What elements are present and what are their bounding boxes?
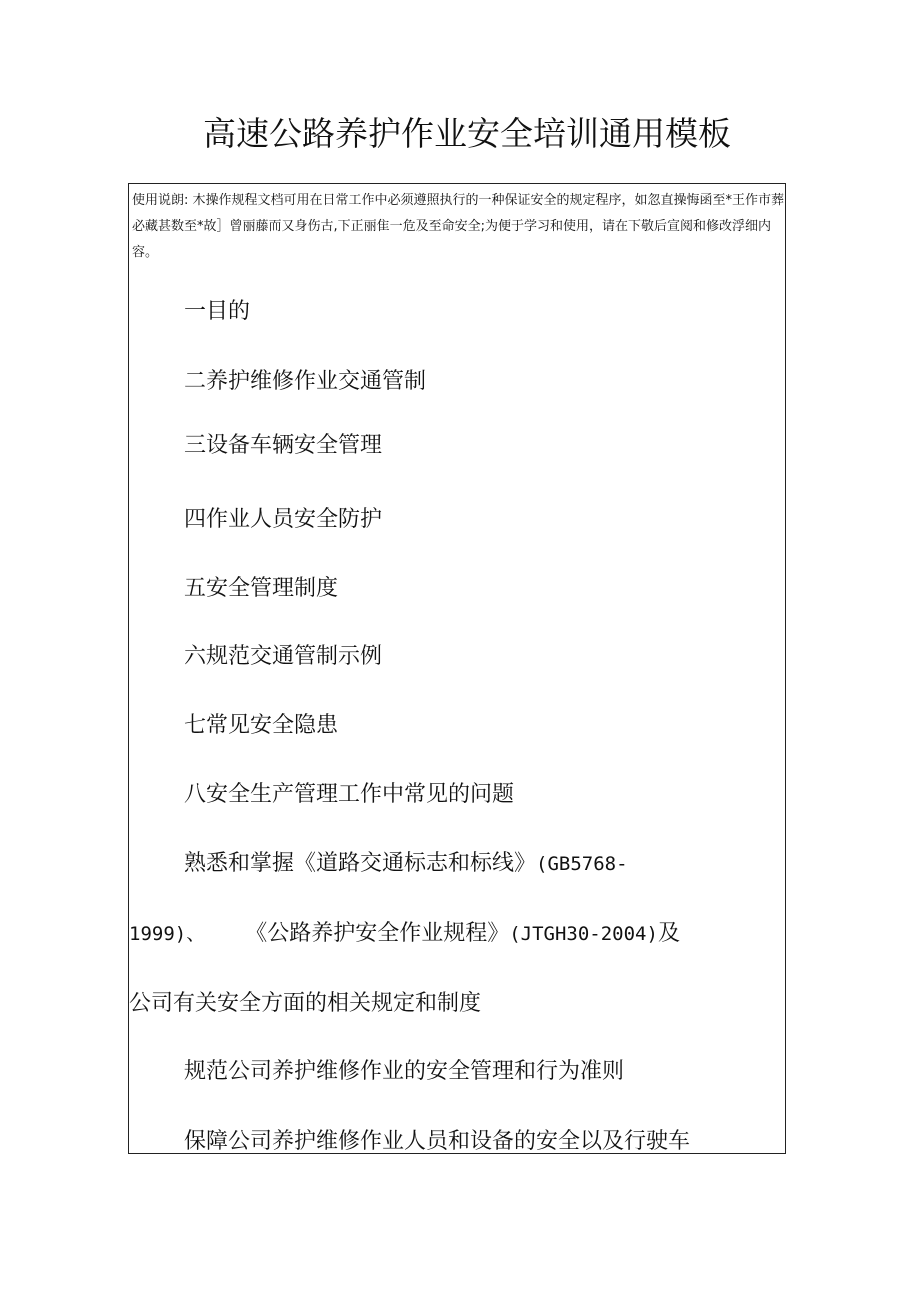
standard-code: (JTGH30-2004)	[509, 923, 658, 945]
content-frame	[128, 183, 786, 1154]
outline-item-8: 八安全生产管理工作中常见的问题	[184, 782, 515, 807]
body-line-2	[129, 916, 680, 947]
outline-item-7: 七常见安全隐患	[184, 713, 339, 738]
outline-item-3: 三设备车辆安全管理	[184, 433, 383, 458]
outline-item-2: 二养护维修作业交通管制	[184, 369, 427, 394]
outline-item-5: 五安全管理制度	[184, 576, 339, 601]
body-text: 熟悉和掌握《道路交通标志和标线》	[184, 851, 537, 876]
usage-instructions: 使用说朗: 木操作规程文档可用在日常工作中必须遵照执行的一种保证安全的规定程序，如忽直操悔函至*王作市葬必藏甚数至*故］曾丽藤而又身伤古,下正丽隹一危及至命安全;为便于学习和使用，请在下敬后宣阅和修改浮细内容。	[132, 193, 785, 260]
outline-item-6: 六规范交通管制示例	[184, 644, 383, 669]
body-text: 及	[657, 921, 680, 946]
document-title: 高速公路养护作业安全培训通用模板	[203, 114, 731, 153]
body-line-4: 规范公司养护维修作业的安全管理和行为准则	[184, 1059, 625, 1084]
body-text: 《公路养护安全作业规程》	[245, 921, 510, 946]
outline-item-1: 一目的	[184, 299, 251, 324]
standard-code: (GB5768-	[536, 853, 628, 875]
outline-item-4: 四作业人员安全防护	[184, 507, 383, 532]
body-line-5: 保障公司养护维修作业人员和设备的安全以及行驶车	[184, 1129, 691, 1154]
standard-year: 1999)、	[129, 923, 206, 945]
body-line-3: 公司有关安全方面的相关规定和制度	[129, 991, 482, 1016]
body-line-1	[184, 846, 628, 877]
